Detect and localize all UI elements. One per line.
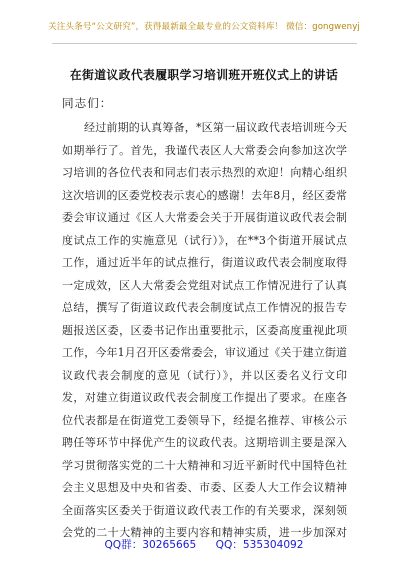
header-banner: 关注头条号“公文研究”，获得最新最全最专业的公文资料库！ 微信：gongwenyj [48, 22, 360, 32]
body-line: 议政代表会制度的意见（试行）》，并以区委名义行文印 [62, 368, 347, 382]
body-line: 如期举行了。首先，我谨代表区人大常委会向参加这次学 [62, 143, 347, 157]
body-line: 习培训的各位代表和同志们表示热烈的欢迎！向精心组织 [62, 166, 347, 179]
body-line: 学习贯彻落实党的二十大精神和习近平新时代中国特色社 [62, 458, 347, 472]
footer-qq: QQ：535304092 [215, 539, 304, 551]
body-line: 全面落实区委关于街道议政代表工作的有关要求，深刻领 [62, 503, 347, 517]
body-line: 经过前期的认真筹备，*区第一届议政代表培训班今天 [84, 121, 347, 134]
header-divider [52, 43, 357, 44]
body-line: 工作，今年1月召开区委常委会，审议通过《关于建立街道 [62, 346, 347, 359]
body-line: 工作，通过近半年的试点推行，街道议政代表会制度取得 [62, 256, 347, 269]
body-line: 位代表都是在街道党工委领导下，经提名推荐、审核公示 [62, 413, 347, 427]
body-line: 这次培训的区委党校表示衷心的感谢！去年8月，经区委常 [62, 188, 347, 202]
body-line: 一定成效，区人大常委会党组对试点工作情况进行了认真 [62, 278, 347, 292]
body-line: 聘任等环节中择优产生的议政代表。这期培训主要是深入 [62, 436, 347, 449]
footer-qq-group: QQ群：30265665 [104, 539, 197, 551]
salutation: 同志们： [62, 96, 113, 110]
footer-contact [0, 537, 408, 552]
body-line: 委会审议通过《区人大常委会关于开展街道议政代表会制 [62, 211, 347, 224]
body-line: 会主义思想及中央和省委、市委、区委人大工作会议精神 [62, 481, 347, 494]
body-line: 会党的二十大精神的主要内容和精神实质，进一步加深对 [62, 526, 347, 539]
body-line: 发，对建立街道议政代表会制度工作提出了要求。在座各 [62, 391, 347, 404]
document-title: 在街道议政代表履职学习培训班开班仪式上的讲话 [69, 68, 339, 82]
body-line: 度试点工作的实施意见（试行）》，在**3个街道开展试点 [62, 233, 347, 247]
body-line: 题报送区委，区委书记作出重要批示，区委高度重视此项 [62, 323, 347, 337]
body-line: 总结，撰写了街道议政代表会制度试点工作情况的报告专 [62, 301, 347, 314]
